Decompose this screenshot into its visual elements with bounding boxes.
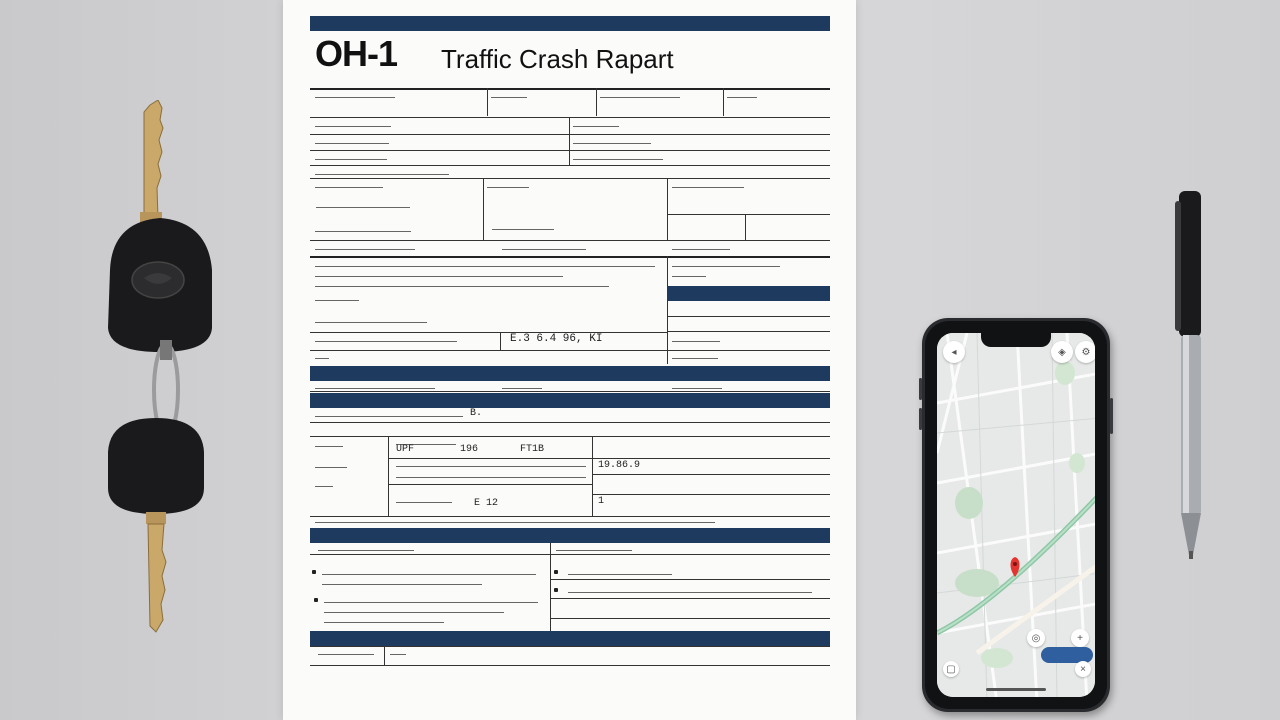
field-label <box>315 352 329 359</box>
rule <box>310 422 830 423</box>
rule <box>388 436 389 516</box>
field-label <box>315 137 389 144</box>
field-label <box>315 382 435 389</box>
rule <box>550 543 551 633</box>
vehicle-code: 196 <box>460 444 479 455</box>
field-label <box>315 461 347 468</box>
field-label <box>315 153 387 160</box>
rule <box>388 458 830 459</box>
field-label <box>315 168 449 175</box>
rule <box>310 646 830 647</box>
field-label <box>573 137 651 144</box>
checklist-line <box>324 596 538 603</box>
rule <box>667 256 668 364</box>
rule <box>550 579 830 580</box>
square-icon[interactable]: ▢ <box>943 661 959 677</box>
bullet <box>554 588 558 592</box>
field-label <box>318 544 414 551</box>
layers-icon[interactable]: ◈ <box>1051 341 1073 363</box>
rule <box>310 134 830 135</box>
field-label <box>573 153 663 160</box>
field-label <box>315 91 395 98</box>
field-label <box>672 382 722 389</box>
field-label <box>315 480 333 487</box>
crash-report-form <box>283 0 856 720</box>
rule <box>310 117 830 118</box>
measurement-value: E.3 6.4 96, KI <box>510 333 603 345</box>
field-label <box>672 270 706 277</box>
rule <box>310 240 830 241</box>
field-label <box>315 225 411 232</box>
narrative-line <box>315 270 563 277</box>
rule <box>592 474 830 475</box>
rule <box>592 436 593 516</box>
volume-button <box>919 408 922 430</box>
vehicle-value: 19.86.9 <box>598 460 641 471</box>
rule <box>310 350 830 351</box>
home-indicator <box>986 688 1046 691</box>
back-arrow-icon[interactable]: ◂ <box>943 341 965 363</box>
field-label <box>315 410 463 417</box>
field-label <box>315 181 383 188</box>
field-label <box>315 516 715 523</box>
rule <box>310 165 830 166</box>
narrative-line <box>315 316 427 323</box>
field-label <box>315 243 415 250</box>
field-label <box>396 460 586 467</box>
field-label <box>556 544 632 551</box>
bullet <box>314 598 318 602</box>
power-button <box>1110 398 1113 434</box>
form-grid <box>310 88 830 668</box>
rule <box>569 117 570 165</box>
rule <box>483 178 484 240</box>
bullet <box>312 570 316 574</box>
rule <box>310 150 830 151</box>
narrative-line <box>315 280 609 287</box>
section-band <box>667 286 830 301</box>
section-band <box>310 631 830 646</box>
rule <box>550 598 830 599</box>
form-title: Traffic Crash Rapart <box>441 44 674 74</box>
narrative-line <box>315 294 359 301</box>
rule <box>500 332 501 350</box>
checklist-line <box>322 578 482 585</box>
row-value: B. <box>470 408 483 419</box>
map-screen[interactable] <box>937 333 1095 697</box>
field-label <box>672 181 744 188</box>
close-icon[interactable]: × <box>1075 661 1091 677</box>
field-label <box>492 223 554 230</box>
field-label <box>487 181 529 188</box>
car-keys-illustration <box>100 100 220 640</box>
rule <box>596 88 597 116</box>
rule <box>723 88 724 116</box>
field-label <box>390 648 406 655</box>
checklist-line <box>568 586 812 593</box>
section-band <box>310 366 830 381</box>
checklist-line <box>324 616 444 623</box>
field-label <box>315 335 457 342</box>
form-code: OH-1 <box>315 33 398 74</box>
rule <box>310 554 830 555</box>
rule <box>310 178 830 179</box>
field-label <box>672 243 730 250</box>
rule <box>487 88 488 116</box>
locate-icon[interactable]: ◎ <box>1027 629 1045 647</box>
rule <box>667 316 830 317</box>
field-label <box>672 335 720 342</box>
checklist-line <box>322 568 536 575</box>
settings-icon[interactable]: ⚙ <box>1075 341 1095 363</box>
vehicle-code: UPF <box>396 444 415 455</box>
field-label <box>502 382 542 389</box>
rule <box>745 214 746 240</box>
rule <box>388 484 592 485</box>
rule <box>592 494 830 495</box>
rule <box>310 88 830 90</box>
field-label <box>672 352 718 359</box>
field-label <box>396 496 452 503</box>
field-label <box>600 91 680 98</box>
field-label <box>396 471 586 478</box>
vehicle-code: FT1B <box>520 444 545 455</box>
phone-notch <box>981 333 1051 347</box>
vehicle-value: E 12 <box>474 498 499 509</box>
rule <box>667 214 830 215</box>
field-label <box>318 648 374 655</box>
field-label <box>727 91 757 98</box>
form-header-bar <box>310 16 830 31</box>
rule <box>550 618 830 619</box>
field-label <box>502 243 586 250</box>
rule <box>310 332 667 333</box>
checklist-line <box>324 606 504 613</box>
rule <box>310 391 830 392</box>
rule <box>667 178 668 240</box>
rule <box>384 646 385 665</box>
field-label <box>315 120 391 127</box>
field-label <box>315 440 343 447</box>
phone-bezel <box>925 321 1107 709</box>
bullet <box>554 570 558 574</box>
section-band <box>310 528 830 543</box>
volume-button <box>919 378 922 400</box>
section-band <box>310 393 830 408</box>
field-label <box>672 260 780 267</box>
rule <box>310 665 830 666</box>
smartphone <box>922 318 1110 712</box>
vehicle-value: 1 <box>598 496 605 507</box>
narrative-line <box>315 260 655 267</box>
pen-illustration <box>1165 185 1215 565</box>
field-label <box>316 201 410 208</box>
checklist-line <box>568 568 672 575</box>
field-label <box>491 91 527 98</box>
field-label <box>573 120 619 127</box>
rule <box>667 331 830 332</box>
add-icon[interactable]: + <box>1071 629 1089 647</box>
rule <box>310 256 830 258</box>
